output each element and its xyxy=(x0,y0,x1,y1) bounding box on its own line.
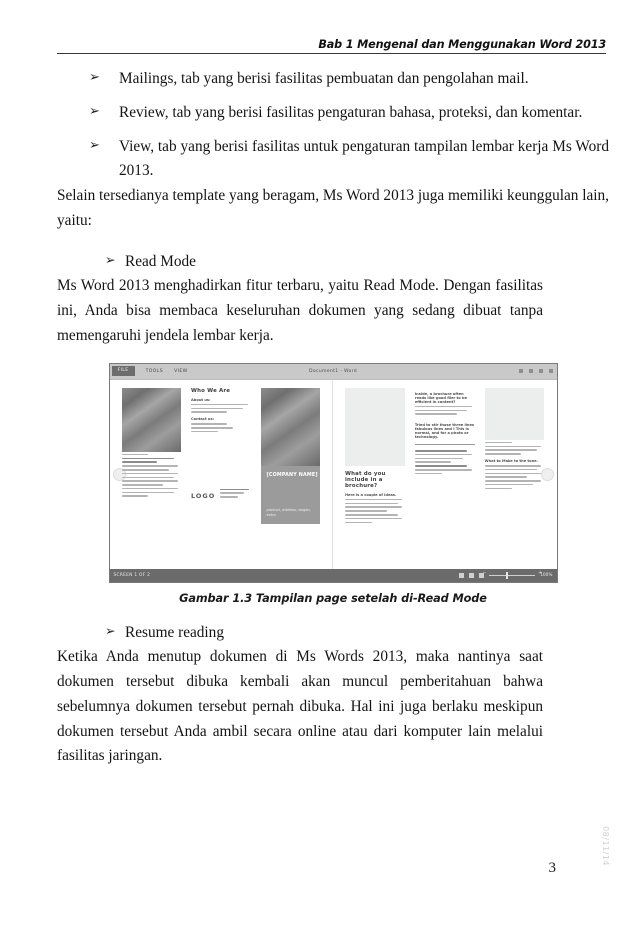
text-line xyxy=(345,522,372,524)
read-pane-right xyxy=(333,380,557,569)
text-line xyxy=(415,454,472,456)
brochure-headline: Who We Are xyxy=(191,387,231,394)
text-line xyxy=(415,465,468,467)
text-line xyxy=(122,488,179,490)
text-line xyxy=(485,476,527,478)
image-placeholder xyxy=(345,388,405,466)
text-line xyxy=(345,514,398,516)
word-statusbar xyxy=(110,569,557,582)
text-line xyxy=(485,449,538,451)
ideas-label: Here is a couple of ideas. xyxy=(345,492,397,497)
mini-columns-right xyxy=(345,388,545,561)
text-line xyxy=(485,484,533,486)
photo-placeholder xyxy=(122,388,182,452)
word-read-mode-screenshot xyxy=(109,363,558,583)
list-item xyxy=(57,67,609,92)
read-mode-canvas xyxy=(110,380,557,569)
zoom-slider[interactable] xyxy=(482,570,543,577)
photo-placeholder xyxy=(261,388,321,466)
text-line xyxy=(485,446,542,448)
text-line xyxy=(345,503,398,505)
running-header xyxy=(57,38,606,54)
list-item-text: View, tab yang berisi fasilitas untuk pengaturan tampilan lembar kerja Ms Word 2013. xyxy=(119,137,609,180)
text-line xyxy=(122,495,149,497)
help-icon[interactable] xyxy=(519,369,523,373)
feature-body: Ketika Anda menutup dokumen di Ms Words 2013, maka nantinya saat dokumen tersebut dibuka kembali akan muncul pemberitahuan bahwa sebelumnya dokumen tersebut pernah dibuka. Hal ini juga berlaku meskipun dokumen tersebut Anda ambil secara online atau dari komputer lain melalui fasilitas jaringan. xyxy=(57,648,543,765)
text-line xyxy=(220,492,244,494)
feature-title: Read Mode xyxy=(125,252,196,270)
text-line xyxy=(220,489,249,491)
mini-column xyxy=(345,388,405,561)
read-pane-left xyxy=(110,380,334,569)
feature-title: Resume reading xyxy=(125,623,224,641)
figure-read-mode xyxy=(57,363,609,605)
arrow-bullet-icon: ➢ xyxy=(89,137,100,153)
zoom-percent[interactable]: 100% xyxy=(540,572,553,578)
text-line xyxy=(485,453,521,455)
view-and-zoom-controls[interactable] xyxy=(459,570,553,578)
screen-indicator: SCREEN 1 OF 2 xyxy=(113,572,151,578)
list-item-text: Review, tab yang berisi fasilitas pengaturan bahasa, proteksi, dan komentar. xyxy=(119,103,583,121)
text-line xyxy=(415,473,442,475)
divider xyxy=(415,444,475,445)
text-line xyxy=(122,473,179,475)
text-line xyxy=(415,413,457,415)
tools-menu[interactable]: TOOLS xyxy=(145,368,164,374)
logo-placeholder: LOGO xyxy=(191,491,216,500)
text-line xyxy=(345,506,402,508)
text-line xyxy=(191,427,233,429)
document-title: Document1 - Word xyxy=(309,368,357,374)
text-line xyxy=(415,406,472,408)
arrow-bullet-icon: ➢ xyxy=(105,622,116,638)
page-number: 3 xyxy=(548,860,556,876)
list-item-text: Mailings, tab yang berisi fasilitas pembuatan dan pengolahan mail. xyxy=(119,70,529,87)
text-line xyxy=(122,465,179,467)
text-line xyxy=(191,411,227,413)
caption-line xyxy=(485,442,512,444)
header-title: Bab 1 Mengenal dan Menggunakan Word 2013 xyxy=(318,38,606,51)
print-layout-view-icon[interactable] xyxy=(469,573,474,578)
figure-caption: Gambar 1.3 Tampilan page setelah di-Read Mode xyxy=(179,591,487,605)
close-icon[interactable] xyxy=(549,369,553,373)
read-mode-view-icon[interactable] xyxy=(459,573,464,578)
section-subhead: What to Make to the tone. xyxy=(484,458,538,463)
zoom-slider-thumb[interactable] xyxy=(506,572,508,579)
word-titlebar xyxy=(110,364,557,380)
file-tab[interactable]: FILE xyxy=(112,366,135,376)
text-line xyxy=(485,488,512,490)
zoom-in-icon[interactable]: + xyxy=(538,570,543,577)
list-item xyxy=(57,101,609,126)
arrow-bullet-icon: ➢ xyxy=(105,251,116,267)
text-line xyxy=(122,477,174,479)
text-line xyxy=(122,480,179,482)
intro-paragraph: Selain tersedianya template yang beragam, Ms Word 2013 juga memiliki keunggulan lain, yaitu: xyxy=(57,187,610,229)
zoom-out-icon[interactable]: − xyxy=(482,570,487,577)
text-line xyxy=(415,450,468,452)
mini-column xyxy=(261,388,321,561)
text-line xyxy=(191,404,248,406)
arrow-bullet-icon: ➢ xyxy=(89,103,100,119)
mini-column xyxy=(415,388,475,561)
text-line xyxy=(220,496,238,498)
minimize-icon[interactable] xyxy=(529,369,533,373)
text-line xyxy=(485,469,538,471)
text-line xyxy=(122,492,174,494)
text-line xyxy=(415,410,468,412)
brochure-question-headline: What do you include in a brochure? xyxy=(345,470,386,489)
caption-line xyxy=(122,454,149,456)
text-line xyxy=(122,469,170,471)
text-line xyxy=(485,465,542,467)
side-date-watermark: 08/11/14 xyxy=(601,826,610,866)
text-line xyxy=(191,423,227,425)
window-controls[interactable] xyxy=(519,369,553,373)
text-line xyxy=(191,408,243,410)
about-us-label: About us: xyxy=(191,397,211,402)
text-line xyxy=(122,461,158,463)
text-line xyxy=(485,480,542,482)
text-line xyxy=(415,461,451,463)
company-name-text: [COMPANY NAME] xyxy=(266,472,318,478)
mini-columns-left xyxy=(122,388,321,561)
mini-column xyxy=(122,388,182,561)
arrow-bullet-icon: ➢ xyxy=(89,70,100,85)
text-line xyxy=(122,484,164,486)
company-name-block xyxy=(261,466,321,524)
text-line xyxy=(345,518,402,520)
feature-heading-resume-reading xyxy=(57,621,609,646)
feature-body: Ms Word 2013 menghadirkan fitur terbaru, yaitu Read Mode. Dengan fasilitas ini, Anda bisa membaca keseluruhan dokumen yang sedang dibuat tanpa memengaruhi jendela lembar kerja. xyxy=(57,277,543,344)
header-rule xyxy=(57,53,606,54)
mini-column xyxy=(191,388,251,561)
document-content xyxy=(57,58,609,769)
text-line xyxy=(415,469,472,471)
text-line xyxy=(345,510,387,512)
text-line xyxy=(191,431,218,433)
contact-us-label: Contact us: xyxy=(191,417,215,421)
company-subtext: product, address, slogan, extra xyxy=(266,507,311,517)
text-line xyxy=(345,499,402,501)
maximize-icon[interactable] xyxy=(539,369,543,373)
list-item xyxy=(57,135,609,185)
quote-text: Inside, a brochure often reads like good flier to be efficient in content? xyxy=(414,391,468,404)
text-line xyxy=(485,473,542,475)
image-placeholder xyxy=(485,388,545,440)
view-menu[interactable]: VIEW xyxy=(174,368,188,374)
feature-heading-read-mode xyxy=(57,250,609,275)
text-line xyxy=(122,458,174,460)
text-line xyxy=(415,458,463,460)
pullquote-text: Tried to stir those three lines fabulous lines and I This is normal, and for a photo or technology. xyxy=(414,423,475,439)
mini-column xyxy=(485,388,545,561)
